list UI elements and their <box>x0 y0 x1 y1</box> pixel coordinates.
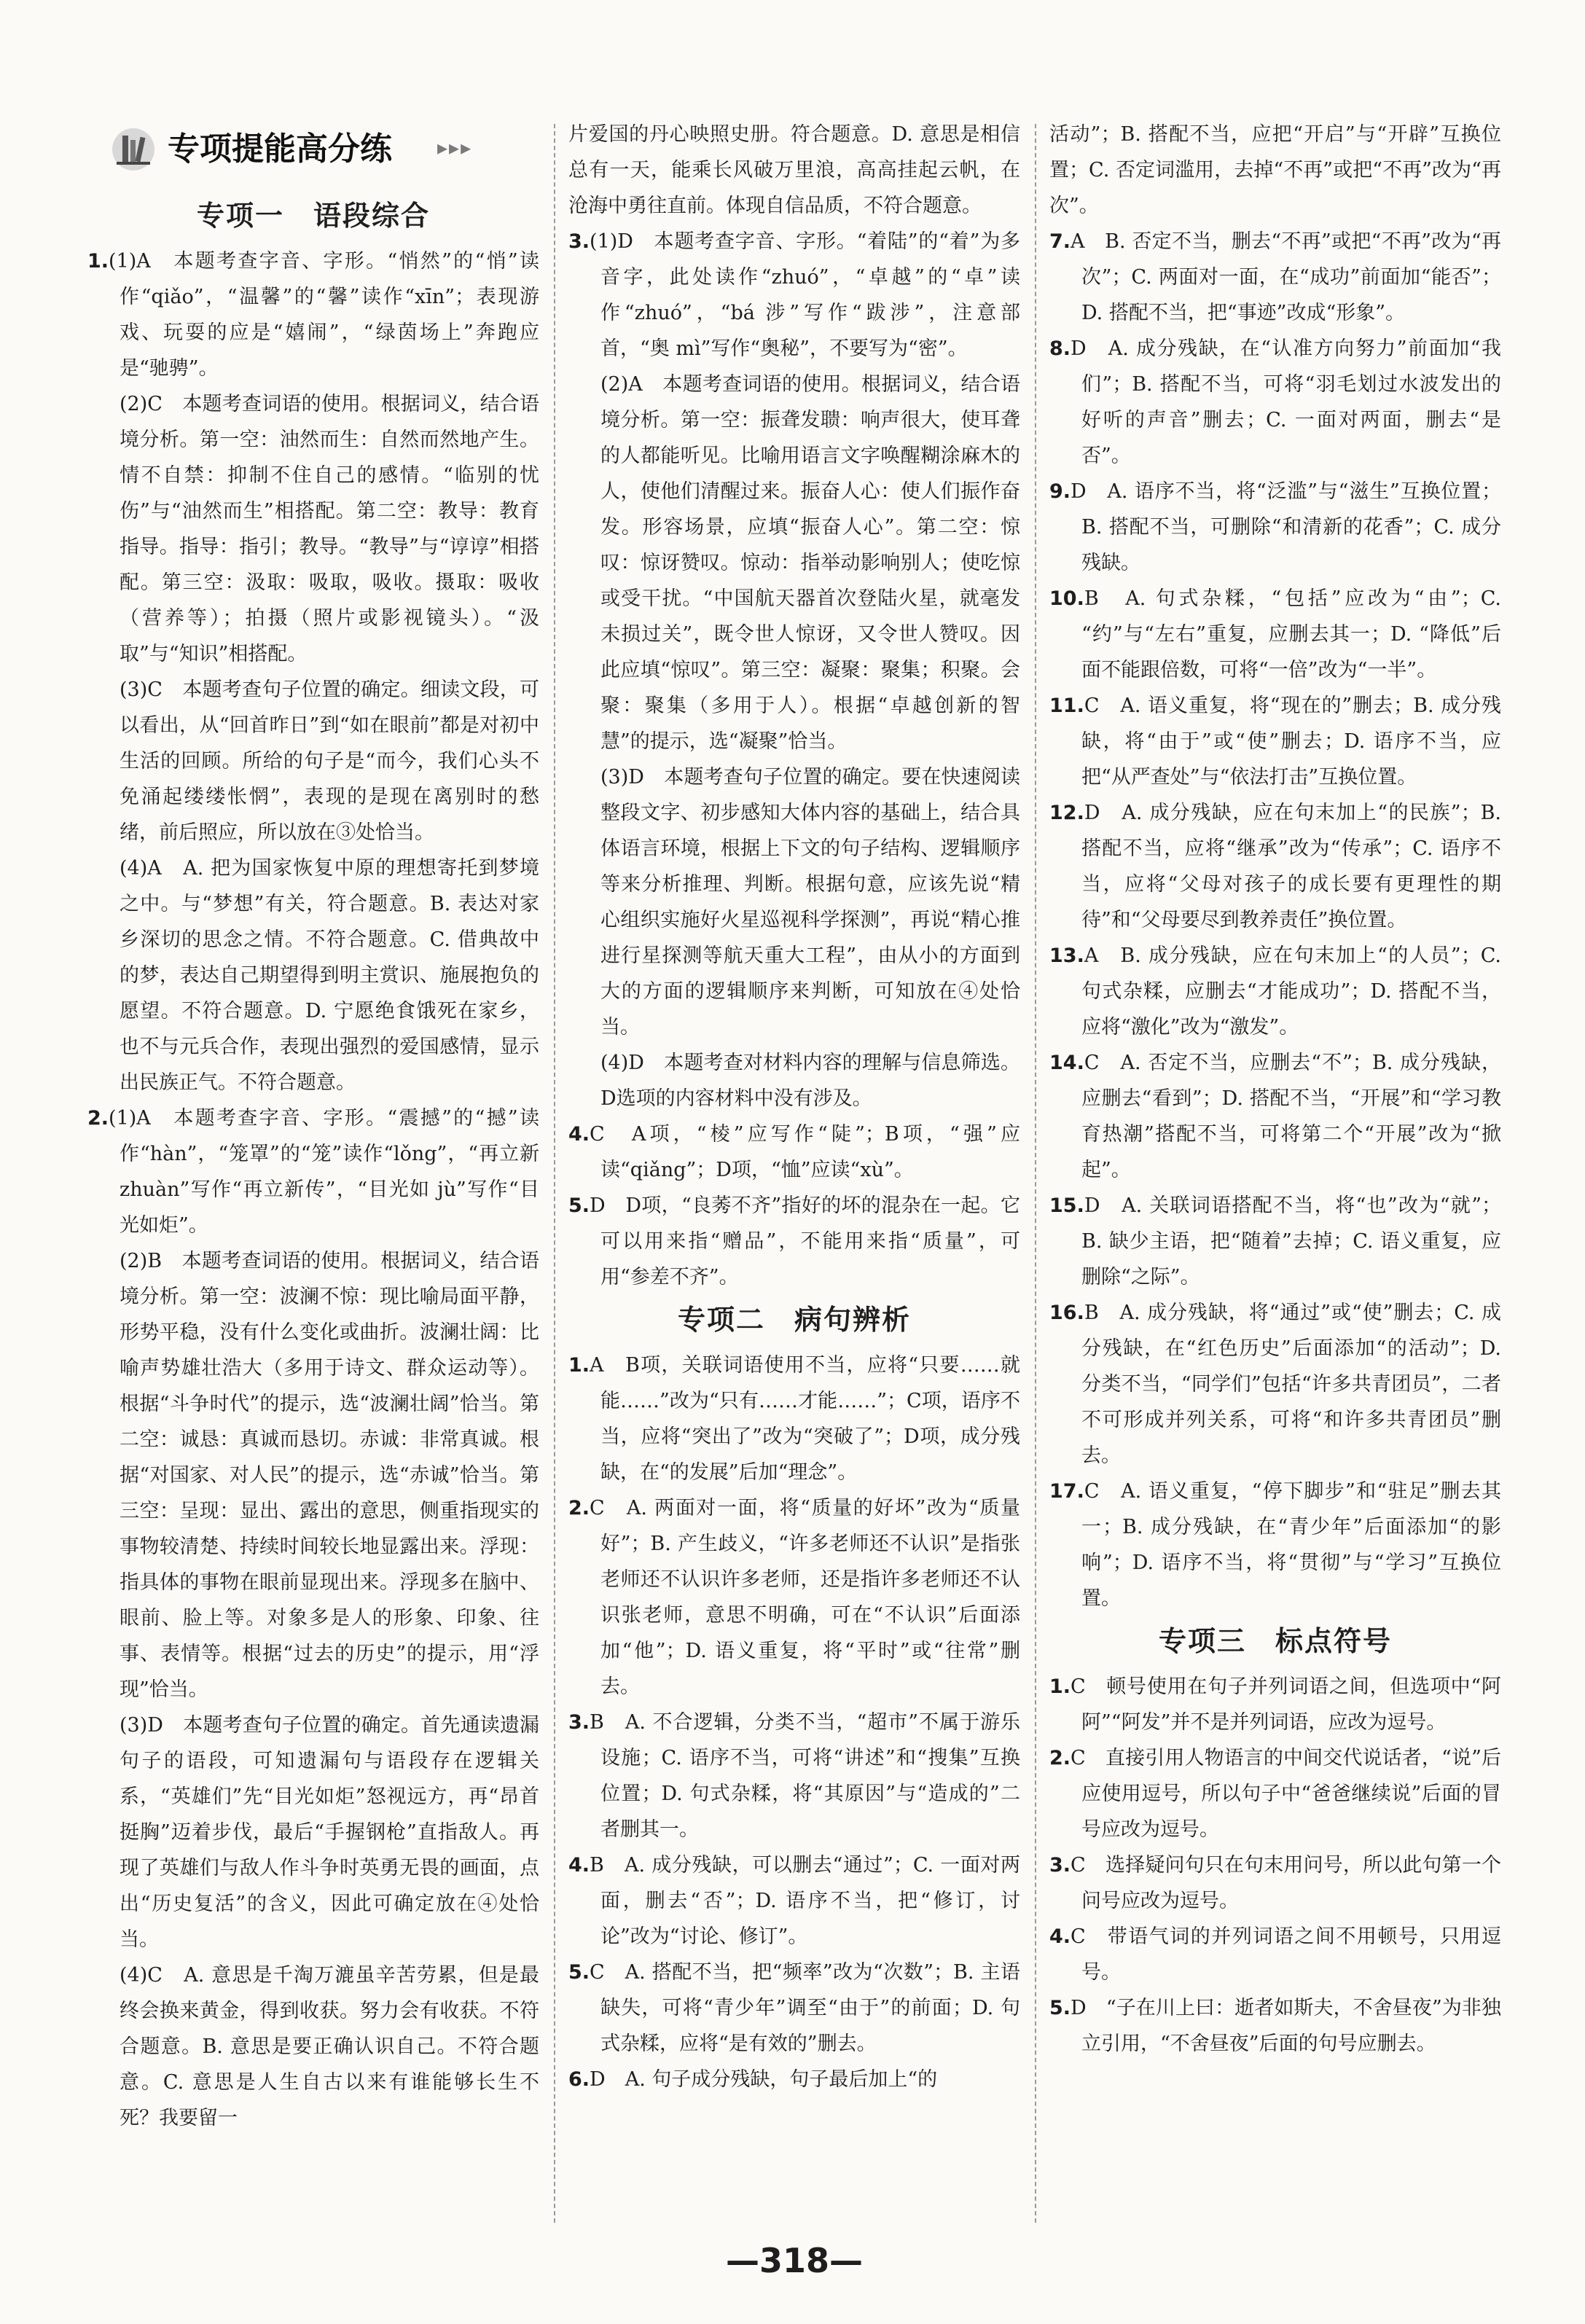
section-banner <box>95 125 547 173</box>
books-icon <box>108 127 159 172</box>
answer-item <box>1049 1188 1501 1295</box>
item-number: 3. <box>568 230 590 253</box>
item-text: (1)A 本题考查字音、字形。“震撼”的“撼”读作“hàn”，“笼罩”的“笼”读作“lǒng”，“再立新 zhuàn”写作“再立新传”，“目光如 jù”写作“目光如炬”。 <box>109 1107 539 1237</box>
item-text: D A. 语序不当，将“泛滥”与“滋生”互换位置；B. 搭配不当，可删除“和清新的花香”；C. 成分残缺。 <box>1071 480 1501 574</box>
answer-item <box>1049 1474 1501 1616</box>
item-number: 4. <box>568 1123 590 1146</box>
item-text: C A. 语义重复，将“现在的”删去；B. 成分残缺，将“由于”或“使”删去；D. 语序不当，应把“从严查处”与“依法打击”互换位置。 <box>1081 695 1501 789</box>
answer-subitem: (4)C A. 意思是千淘万漉虽辛苦劳累，但是最终会换来黄金，得到收获。努力会有收获。不符合题意。B. 意思是要正确认识自己。不符合题意。C. 意思是人生自古以来有谁能够长生不死？我要留一 <box>120 1964 539 2129</box>
col3-intro: 活动”；B. 搭配不当，应把“开启”与“开辟”互换位置；C. 否定词滥用，去掉“不再”或把“不再”改为“再次”。 <box>1049 123 1501 217</box>
section-title-2: 专项二 病句辨析 <box>677 1303 911 1336</box>
answer-item <box>1049 474 1501 581</box>
answer-subitem: (3)D 本题考查句子位置的确定。要在快速阅读整段文字、初步感知大体内容的基础上，结合具体语言环境，根据上下文的句子结构、逻辑顺序等来分析推理、判断。根据句意，应该先说“精心组织实施好火星巡视科学探测”，再说“精心推进行星探测等航天重大工程”，由从小的方面到大的方面的逻辑顺序来判断，可知放在④处恰当。 <box>600 766 1020 1038</box>
column-1 <box>87 191 539 2136</box>
item-text: B A. 句式杂糅，“包括”应改为“由”；C. “约”与“左右”重复，应删去其一；D. “降低”后面不能跟倍数，可将“一倍”改为“一半”。 <box>1081 587 1501 681</box>
item-number: 3. <box>1049 1854 1071 1877</box>
item-number: 15. <box>1049 1194 1084 1217</box>
item-text: C 选择疑问句只在句末用问号，所以此句第一个问号应改为逗号。 <box>1071 1854 1501 1912</box>
answer-subitem: (3)C 本题考查句子位置的确定。细读文段，可以看出，从“回首昨日”到“如在眼前”都是对初中生活的回顾。所给的句子是“而今，我们心头不免涌起缕缕怅惘”，表现的是现在离别时的愁绪，前后照应，所以放在③处恰当。 <box>120 678 539 844</box>
answer-item <box>1049 1990 1501 2062</box>
item-text: D A. 成分残缺，应在句末加上“的民族”；B. 搭配不当，应将“继承”改为“传承”；C. 语序不当，应将“父母对孩子的成长要有更理性的期待”和“父母要尽到教养责任”换位置。 <box>1081 802 1501 931</box>
item-text: B A. 成分残缺，将“通过”或“使”删去；C. 成分残缺，在“红色历史”后面添加“的活动”；D. 分类不当，“同学们”包括“许多共青团员”，二者不可形成并列关系，可将“和许多共青团员”删去。 <box>1081 1302 1501 1467</box>
answer-item <box>568 1116 1020 1188</box>
answer-item <box>1049 581 1501 688</box>
answer-subitem: (4)D 本题考查对材料内容的理解与信息筛选。D选项的内容材料中没有涉及。 <box>600 1052 1020 1110</box>
answer-subitem: (3)D 本题考查句子位置的确定。首先通读遗漏句子的语段，可知遗漏句与语段存在逻辑关系，“英雄们”先“目光如炬”怒视远方，再“昂首挺胸”迈着步伐，最后“手握钢枪”直指敌人。再现了英雄们与敌人作斗争时英勇无畏的画面，点出“历史复活”的含义，因此可确定放在④处恰当。 <box>120 1714 539 1951</box>
item-number: 5. <box>1049 1997 1071 2019</box>
answer-item <box>1049 1847 1501 1919</box>
page-number: —318— <box>725 2241 864 2280</box>
answer-item <box>1049 331 1501 474</box>
item-text: C 带语气词的并列词语之间不用顿号，只用逗号。 <box>1071 1925 1501 1984</box>
item-text: C A. 两面对一面，将“质量的好坏”改为“质量好”；B. 产生歧义，“许多老师还不认识”是指张老师还不认识许多老师，还是指许多老师还不认识张老师，意思不明确，可在“不认识”后面添加“他”；D. 语义重复，将“平时”或“往常”删去。 <box>590 1497 1020 1698</box>
column-divider-1 <box>554 124 555 2223</box>
item-text: C A. 否定不当，应删去“不”；B. 成分残缺，应删去“看到”；D. 搭配不当，“开展”和“学习教育热潮”搭配不当，可将第二个“开展”改为“掀起”。 <box>1081 1052 1501 1181</box>
section-title-3: 专项三 标点符号 <box>1158 1624 1392 1657</box>
item-number: 5. <box>568 1194 590 1217</box>
item-number: 6. <box>568 2068 590 2091</box>
item-number: 2. <box>568 1497 590 1519</box>
answer-item <box>1049 1919 1501 1990</box>
item-number: 17. <box>1049 1480 1084 1503</box>
item-text: D “子在川上曰：逝者如斯夫，不舍昼夜”为非独立引用，“不舍昼夜”后面的句号应删去。 <box>1071 1997 1501 2055</box>
answer-subitem: (4)A A. 把为国家恢复中原的理想寄托到梦境之中。与“梦想”有关，符合题意。B. 表达对家乡深切的思念之情。不符合题意。C. 借典故中的梦，表达自己期望得到明主赏识、施展抱负的愿望。不符合题意。D. 宁愿绝食饿死在家乡，也不与元兵合作，表现出强烈的爱国感情，显示出民族正气。不符合题意。 <box>120 857 539 1094</box>
answer-item <box>1049 1045 1501 1188</box>
answer-item <box>568 1847 1020 1955</box>
item-text: A B项，关联词语使用不当，应将“只要……就能……”改为“只有……才能……”；C项，语序不当，应将“突出了”改为“突破了”；D项，成分残缺，在“的发展”后加“理念”。 <box>590 1354 1020 1484</box>
item-number: 16. <box>1049 1302 1084 1324</box>
banner-arrows: ▸▸▸ <box>437 136 473 160</box>
item-text: D A. 成分残缺，在“认准方向努力”前面加“我们”；B. 搭配不当，可将“羽毛划过水波发出的好听的声音”删去；C. 一面对两面，删去“是否”。 <box>1071 337 1501 467</box>
answer-item <box>1049 688 1501 795</box>
answer-item <box>87 243 539 386</box>
answer-item <box>87 1100 539 1243</box>
item-number: 2. <box>1049 1747 1071 1769</box>
section-title-1: 专项一 语段综合 <box>196 199 430 232</box>
answer-item <box>1049 1295 1501 1474</box>
item-text: D D项，“良莠不齐”指好的坏的混杂在一起。它可以用来指“赠品”，不能用来指“质量”，可用“参差不齐”。 <box>590 1194 1020 1288</box>
item-number: 5. <box>568 1961 590 1984</box>
item-number: 1. <box>87 250 109 273</box>
column-2 <box>568 117 1020 2097</box>
item-text: B A. 成分残缺，可以删去“通过”；C. 一面对两面，删去“否”；D. 语序不当，把“修订，讨论”改为“讨论、修订”。 <box>590 1854 1020 1948</box>
answer-item <box>568 224 1020 367</box>
item-text: A B. 成分残缺，应在句末加上“的人员”；C. 句式杂糅，应删去“才能成功”；D. 搭配不当，应将“激化”改为“激发”。 <box>1081 944 1501 1038</box>
answer-item <box>568 1955 1020 2062</box>
col1-items <box>87 243 539 2136</box>
answer-subitem: (2)C 本题考查词语的使用。根据词义，结合语境分析。第一空：油然而生：自然而然地产生。情不自禁：抑制不住自己的感情。“临别的忧伤”与“油然而生”相搭配。第二空：教导：教育指导。指导：指引；教导。“教导”与“谆谆”相搭配。第三空：汲取：吸取，吸收。摄取：吸收（营养等）；拍摄（照片或影视镜头）。“汲取”与“知识”相搭配。 <box>120 393 539 665</box>
item-number: 14. <box>1049 1052 1084 1074</box>
answer-item <box>568 1347 1020 1490</box>
col2-items <box>568 224 1020 1295</box>
col3-items2 <box>1049 1669 1501 2062</box>
col3-items <box>1049 224 1501 1616</box>
item-text: C 直接引用人物语言的中间交代说话者，“说”后应使用逗号，所以句子中“爸爸继续说”后面的冒号应改为逗号。 <box>1071 1747 1501 1841</box>
answer-item <box>568 1188 1020 1295</box>
item-number: 1. <box>1049 1675 1071 1698</box>
answer-item <box>1049 1669 1501 1740</box>
item-number: 11. <box>1049 695 1084 717</box>
item-number: 2. <box>87 1107 109 1130</box>
item-number: 4. <box>1049 1925 1071 1948</box>
answer-item <box>1049 938 1501 1045</box>
answer-item <box>1049 224 1501 331</box>
item-text: C A项，“棱”应写作“陡”；B项，“强”应读“qiǎng”；D项，“恤”应读“xù”。 <box>590 1123 1020 1181</box>
item-text: C A. 搭配不当，把“频率”改为“次数”；B. 主语缺失，可将“青少年”调至“由于”的前面；D. 句式杂糅，应将“是有效的”删去。 <box>590 1961 1020 2055</box>
item-number: 4. <box>568 1854 590 1877</box>
item-number: 13. <box>1049 944 1084 967</box>
answer-subitem: (2)B 本题考查词语的使用。根据词义，结合语境分析。第一空：波澜不惊：现比喻局面平静，形势平稳，没有什么变化或曲折。波澜壮阔：比喻声势雄壮浩大（多用于诗文、群众运动等）。根据“斗争时代”的提示，选“波澜壮阔”恰当。第二空：诚恳：真诚而恳切。赤诚：非常真诚。根据“对国家、对人民”的提示，选“赤诚”恰当。第三空：呈现：显出、露出的意思，侧重指现实的事物较清楚、持续时间较长地显露出来。浮现：指具体的事物在眼前显现出来。浮现多在脑中、眼前、脸上等。对象多是人的形象、印象、往事、表情等。根据“过去的历史”的提示，用“浮现”恰当。 <box>120 1250 539 1701</box>
item-text: (1)D 本题考查字音、字形。“着陆”的“着”为多音字，此处读作“zhuó”，“卓越”的“卓”读作“zhuó”，“bá 涉”写作“跋涉”，注意部首，“奥 mì”写作“奥秘”，不要写为“密”。 <box>590 230 1020 360</box>
item-text: D A. 关联词语搭配不当，将“也”改为“就”；B. 缺少主语，把“随着”去掉；C. 语义重复，应删除“之际”。 <box>1081 1194 1501 1288</box>
item-number: 7. <box>1049 230 1071 253</box>
item-text: (1)A 本题考查字音、字形。“悄然”的“悄”读作“qiǎo”，“温馨”的“馨”读作“xīn”；表现游戏、玩耍的应是“嬉闹”，“绿茵场上”奔跑应是“驰骋”。 <box>109 250 539 380</box>
item-number: 9. <box>1049 480 1071 503</box>
answer-item <box>1049 1740 1501 1847</box>
answer-item <box>568 1490 1020 1705</box>
answer-item <box>568 1705 1020 1847</box>
item-number: 1. <box>568 1354 590 1377</box>
item-text: C 顿号使用在句子并列词语之间，但选项中“阿阿”“阿发”并不是并列词语，应改为逗号。 <box>1071 1675 1501 1734</box>
column-3 <box>1049 117 1501 2062</box>
item-number: 3. <box>568 1711 590 1734</box>
answer-item <box>568 2062 1020 2097</box>
item-text: A B. 否定不当，删去“不再”或把“不再”改为“再次”；C. 两面对一面，在“成功”前面加“能否”；D. 搭配不当，把“事迹”改成“形象”。 <box>1071 230 1501 324</box>
item-text: B A. 不合逻辑，分类不当，“超市”不属于游乐设施；C. 语序不当，可将“讲述”和“搜集”互换位置；D. 句式杂糅，将“其原因”与“造成的”二者删其一。 <box>590 1711 1020 1841</box>
answer-item <box>1049 795 1501 938</box>
item-number: 8. <box>1049 337 1071 360</box>
col2-items2 <box>568 1347 1020 2097</box>
item-number: 10. <box>1049 587 1084 610</box>
column-divider-2 <box>1035 124 1036 2223</box>
banner-title: 专项提能高分练 <box>168 130 392 168</box>
item-text: C A. 语义重复，“停下脚步”和“驻足”删去其一；B. 成分残缺，在“青少年”后面添加“的影响”；D. 语序不当，将“贯彻”与“学习”互换位置。 <box>1081 1480 1501 1610</box>
answer-subitem: (2)A 本题考查词语的使用。根据词义，结合语境分析。第一空：振聋发聩：响声很大，使耳聋的人都能听见。比喻用语言文字唤醒糊涂麻木的人，使他们清醒过来。振奋人心：使人们振作奋发。形容场景，应填“振奋人心”。第二空：惊叹：惊讶赞叹。惊动：指举动影响别人；使吃惊或受干扰。“中国航天器首次登陆火星，就毫发未损过关”，既令世人惊讶，又令世人赞叹。因此应填“惊叹”。第三空：凝聚：聚集；积聚。会聚：聚集（多用于人）。根据“卓越创新的智慧”的提示，选“凝聚”恰当。 <box>600 373 1020 753</box>
item-number: 12. <box>1049 802 1084 824</box>
col2-intro: 片爱国的丹心映照史册。符合题意。D. 意思是相信总有一天，能乘长风破万里浪，高高挂起云帆，在沧海中勇往直前。体现自信品质，不符合题意。 <box>568 123 1020 217</box>
item-text: D A. 句子成分残缺，句子最后加上“的 <box>590 2068 938 2091</box>
